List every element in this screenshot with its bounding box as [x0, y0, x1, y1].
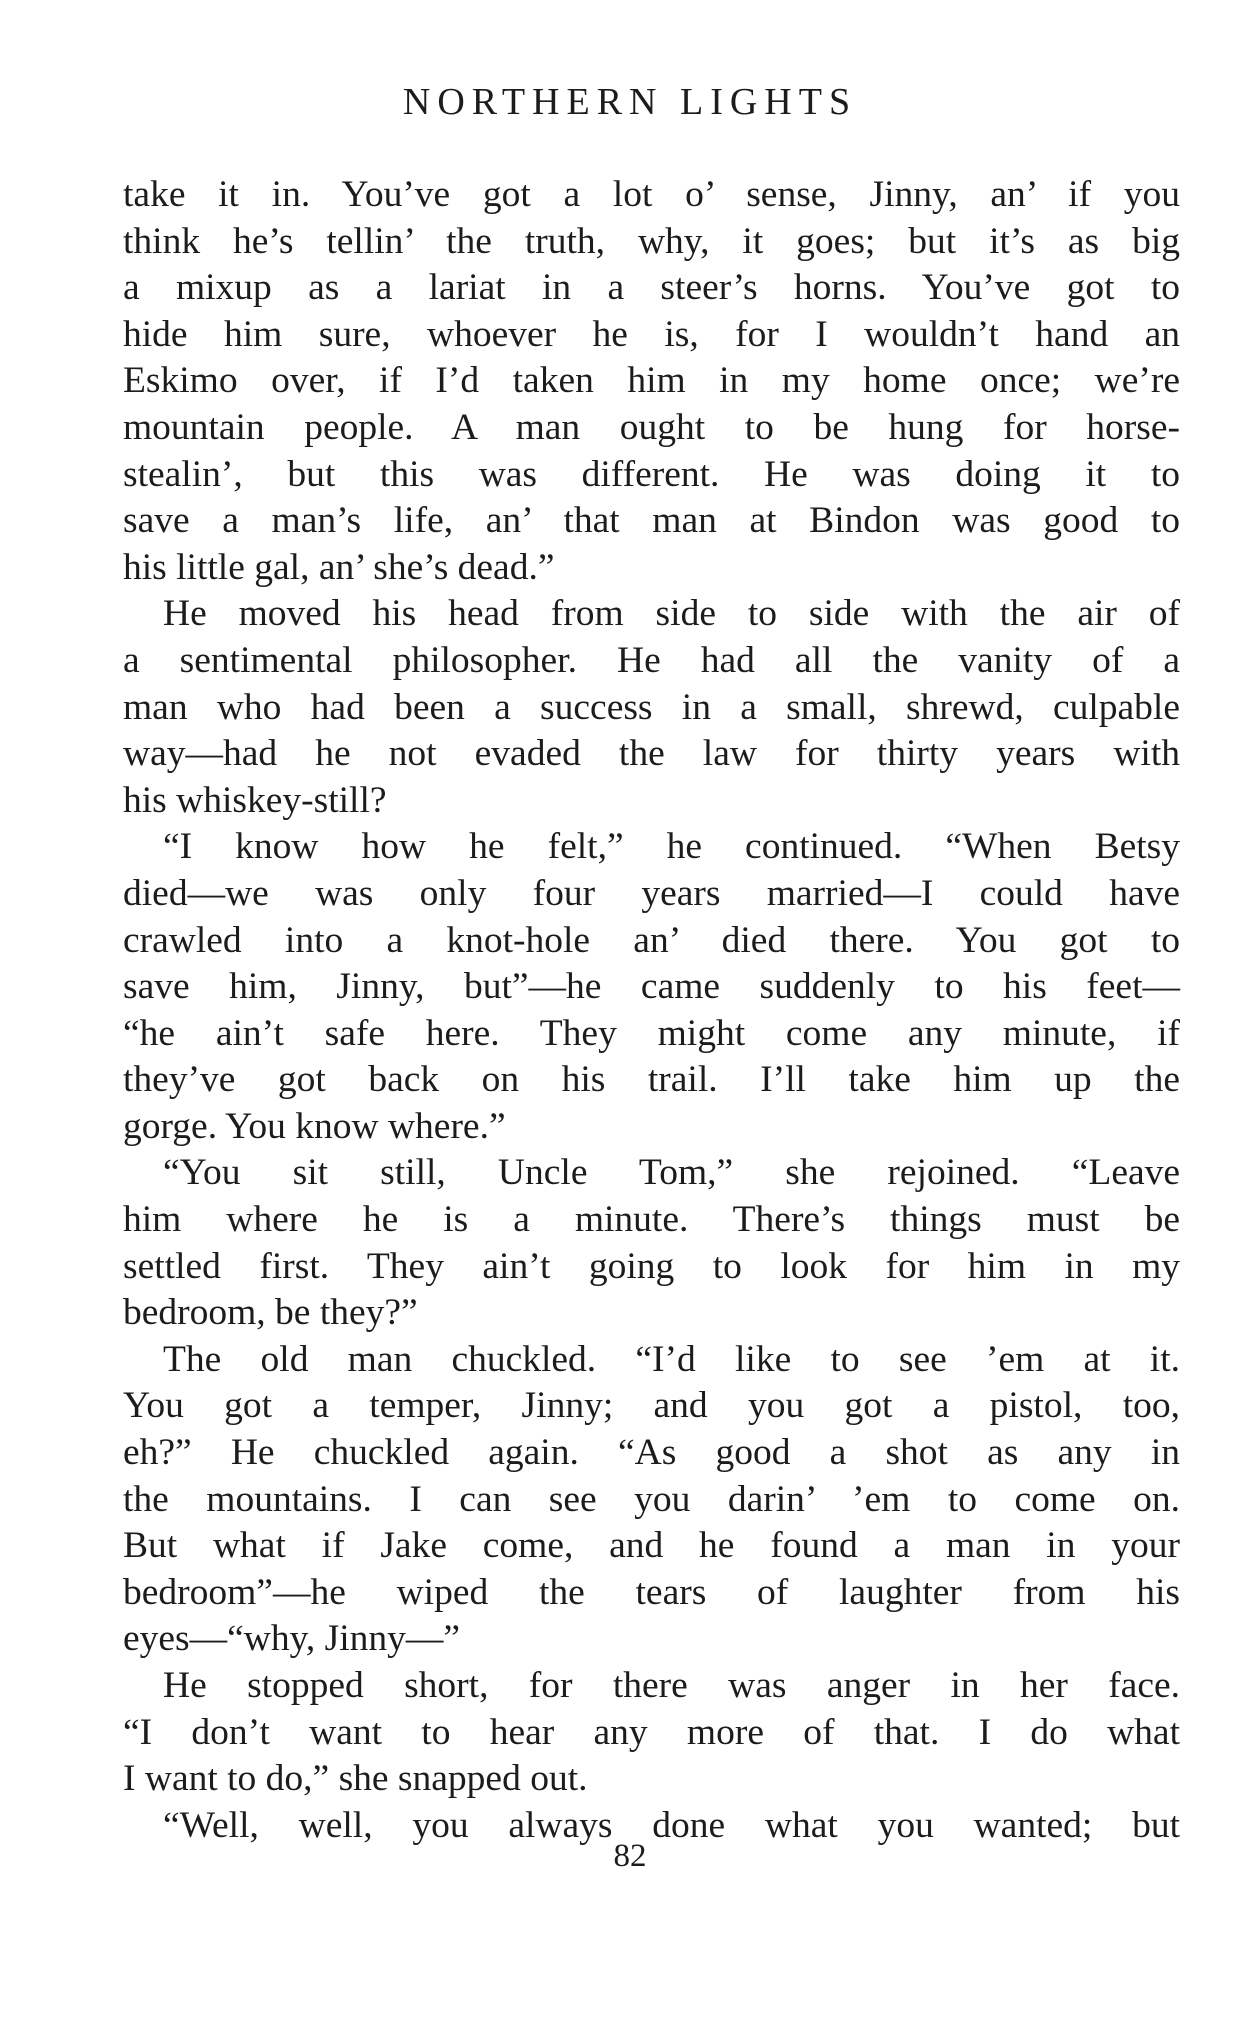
text-line: bedroom, be they?”	[123, 1292, 418, 1334]
text-line: way—had he not evaded the law for thirty years with	[123, 733, 1180, 775]
text-line: You got a temper, Jinny; and you got a pistol, too,	[123, 1385, 1180, 1427]
text-line: a sentimental philosopher. He had all the vanity of a	[123, 639, 1180, 681]
text-line: He moved his head from side to side with the air of	[163, 593, 1180, 635]
text-line: man who had been a success in a small, shrewd, culpable	[123, 686, 1180, 728]
page-number: 82	[613, 1838, 647, 1874]
text-line: eyes—“why, Jinny—”	[123, 1618, 461, 1660]
text-line: died—we was only four years married—I could have	[123, 872, 1180, 914]
text-line: “You sit still, Uncle Tom,” she rejoined. “Leave	[163, 1152, 1180, 1194]
text-line: save a man’s life, an’ that man at Bindon was good to	[123, 500, 1180, 542]
text-line: think he’s tellin’ the truth, why, it goes; but it’s as big	[123, 220, 1180, 262]
text-line: take it in. You’ve got a lot o’ sense, Jinny, an’ if you	[123, 174, 1180, 215]
text-line: bedroom”—he wiped the tears of laughter from his	[123, 1571, 1180, 1613]
text-line: a mixup as a lariat in a steer’s horns. You’ve got to	[123, 267, 1180, 309]
running-head: NORTHERN LIGHTS	[402, 81, 858, 123]
text-line: He stopped short, for there was anger in her face.	[163, 1665, 1180, 1706]
text-line: “I know how he felt,” he continued. “When Betsy	[163, 826, 1180, 868]
text-line: Eskimo over, if I’d taken him in my home once; we’re	[123, 360, 1180, 402]
body-text	[123, 172, 1180, 1849]
text-line: mountain people. A man ought to be hung for horse-	[123, 406, 1180, 448]
text-line: “he ain’t safe here. They might come any minute, if	[123, 1012, 1180, 1054]
text-line: they’ve got back on his trail. I’ll take him up the	[123, 1059, 1180, 1101]
text-line: gorge. You know where.”	[123, 1105, 506, 1147]
text-line: I want to do,” she snapped out.	[123, 1758, 588, 1800]
text-line: the mountains. I can see you darin’ ’em to come on.	[123, 1478, 1180, 1520]
text-line: his whiskey-still?	[123, 779, 387, 821]
text-line: his little gal, an’ she’s dead.”	[123, 546, 555, 588]
text-line: hide him sure, whoever he is, for I wouldn’t hand an	[123, 313, 1180, 355]
text-line: But what if Jake come, and he found a man in your	[123, 1525, 1180, 1567]
text-line: stealin’, but this was different. He was doing it to	[123, 453, 1180, 495]
text-line: settled first. They ain’t going to look for him in my	[123, 1245, 1180, 1287]
text-line: “Well, well, you always done what you wanted; but	[163, 1804, 1180, 1846]
text-line: “I don’t want to hear any more of that. I do what	[123, 1711, 1180, 1753]
text-line: The old man chuckled. “I’d like to see ’em at it.	[163, 1338, 1180, 1380]
text-line: him where he is a minute. There’s things must be	[123, 1199, 1180, 1241]
text-line: eh?” He chuckled again. “As good a shot as any in	[123, 1432, 1180, 1474]
text-line: crawled into a knot-hole an’ died there. You got to	[123, 919, 1180, 961]
text-line: save him, Jinny, but”—he came suddenly to his feet—	[123, 966, 1180, 1008]
